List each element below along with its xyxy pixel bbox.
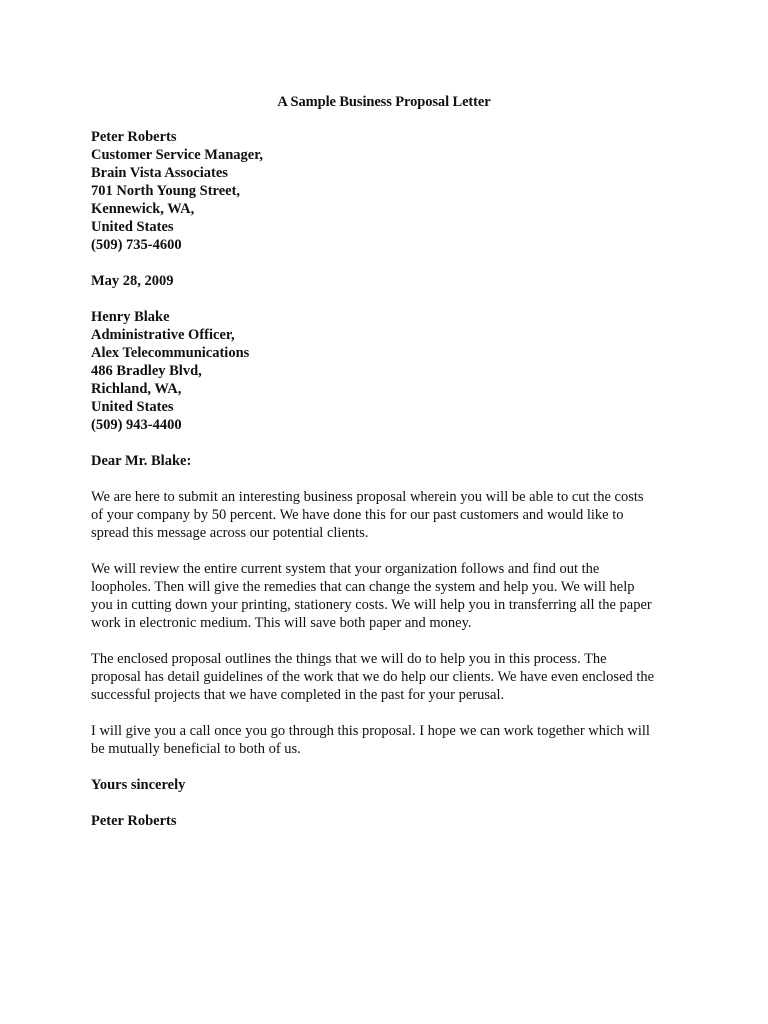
body-paragraph-1 [91, 488, 691, 542]
paragraph-line: spread this message across our potential clients. [91, 525, 369, 541]
recipient-phone: (509) 943-4400 [91, 417, 182, 433]
paragraph-line: I will give you a call once you go through this proposal. I hope we can work together which will [91, 723, 650, 739]
sender-title: Customer Service Manager, [91, 147, 263, 163]
sender-name: Peter Roberts [91, 129, 177, 145]
sender-street: 701 North Young Street, [91, 183, 241, 199]
paragraph-line: We are here to submit an interesting business proposal wherein you will be able to cut the costs [91, 489, 644, 505]
paragraph-line: of your company by 50 percent. We have done this for our past customers and would like to [91, 507, 624, 523]
sender-country: United States [91, 219, 174, 235]
sender-city: Kennewick, WA, [91, 201, 195, 217]
sender-address [91, 128, 691, 254]
recipient-address [91, 308, 691, 434]
recipient-street: 486 Bradley Blvd, [91, 363, 202, 379]
paragraph-line: The enclosed proposal outlines the things that we will do to help you in this process. The [91, 651, 607, 667]
letter-date: May 28, 2009 [91, 273, 174, 289]
paragraph-line: work in electronic medium. This will save both paper and money. [91, 615, 472, 631]
page-title: A Sample Business Proposal Letter [277, 94, 491, 110]
recipient-name: Henry Blake [91, 309, 170, 325]
recipient-country: United States [91, 399, 174, 415]
paragraph-line: be mutually beneficial to both of us. [91, 741, 301, 757]
paragraph-line: you in cutting down your printing, stationery costs. We will help you in transferring all the paper [91, 597, 652, 613]
paragraph-line: loopholes. Then will give the remedies that can change the system and help you. We will help [91, 579, 635, 595]
signature: Peter Roberts [91, 813, 177, 829]
sender-company: Brain Vista Associates [91, 165, 228, 181]
paragraph-line: proposal has detail guidelines of the work that we do help our clients. We have even enclosed the [91, 669, 655, 685]
letter-body [91, 128, 691, 830]
recipient-company: Alex Telecommunications [91, 345, 250, 361]
body-paragraph-2 [91, 560, 691, 632]
recipient-city: Richland, WA, [91, 381, 182, 397]
body-paragraph-3 [91, 650, 691, 704]
recipient-title: Administrative Officer, [91, 327, 235, 343]
paragraph-line: We will review the entire current system that your organization follows and find out the [91, 561, 600, 577]
closing: Yours sincerely [91, 777, 186, 793]
salutation: Dear Mr. Blake: [91, 453, 192, 469]
body-paragraph-4 [91, 722, 691, 758]
sender-phone: (509) 735-4600 [91, 237, 182, 253]
paragraph-line: successful projects that we have completed in the past for your perusal. [91, 687, 505, 703]
